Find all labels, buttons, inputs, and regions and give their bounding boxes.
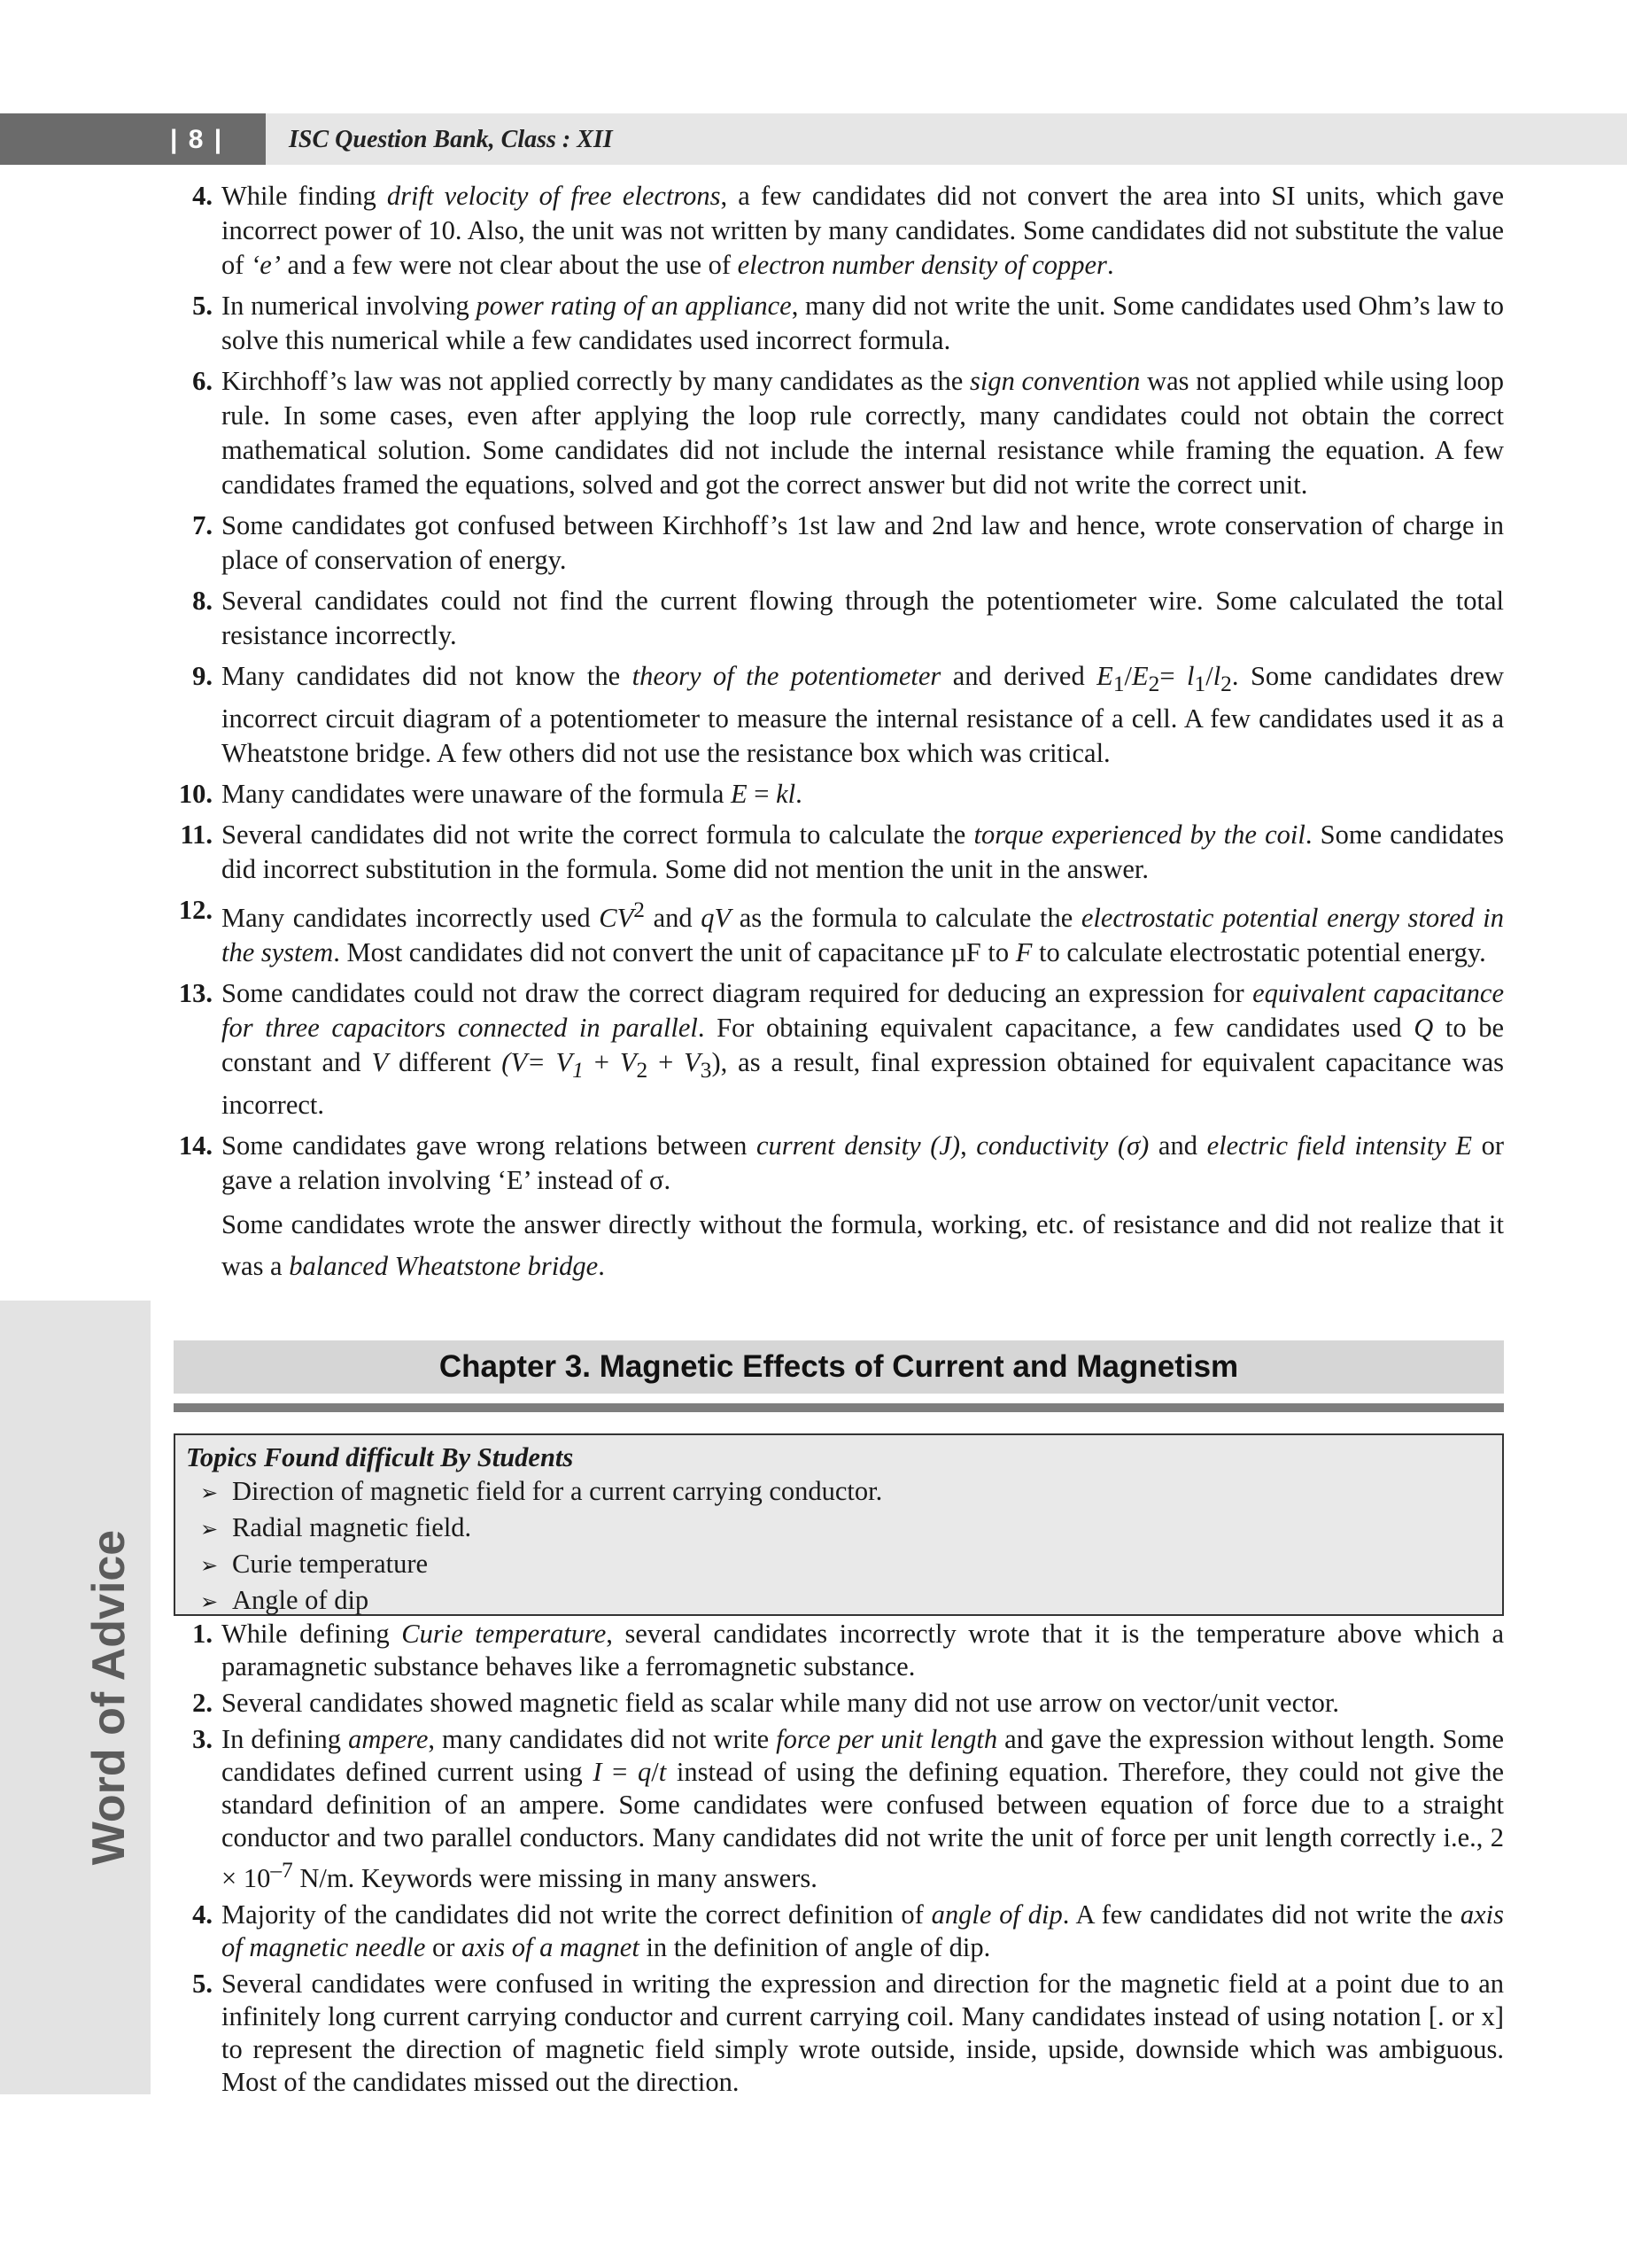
item-number: 14. xyxy=(178,1130,213,1161)
topic-text: Radial magnetic field. xyxy=(232,1512,472,1542)
topics-list xyxy=(200,1474,882,1619)
list-item xyxy=(174,1618,1504,1683)
advice-list-chapter-3 xyxy=(174,1618,1504,2102)
item-number: 8. xyxy=(192,586,213,616)
list-item xyxy=(174,289,1504,358)
item-number: 13. xyxy=(178,978,213,1009)
topics-title: Topics Found difficult By Students xyxy=(186,1442,574,1472)
item-text: Some candidates could not draw the correct diagram required for deducing an expression for equivalent capacitance for three capacitors connected in parallel. For obtaining equivalent capacitance, a few candidates used Q to be constant and V different $(V= V_1 + V_2 + V_3)$, as a result, final expression obtained for equivalent capacitance was incorrect. xyxy=(221,978,1505,1121)
topic-item xyxy=(200,1583,882,1619)
item-number: 10. xyxy=(178,779,213,810)
topic-item xyxy=(200,1547,882,1583)
page-number-tab xyxy=(0,113,266,165)
arrow-bullet-icon: ➢ xyxy=(200,1553,219,1578)
item-number: 3. xyxy=(192,1724,213,1754)
item-number: 5. xyxy=(192,1969,213,2000)
item-number: 4. xyxy=(192,1899,213,1930)
item-text: Some candidates gave wrong relations between current density (J), conductivity (σ) and electric field intensity E or gave a relation involving ‘E’ instead of σ. xyxy=(221,1130,1505,1196)
item-number: 12. xyxy=(178,895,213,926)
side-banner-label: Word of Advice xyxy=(83,1529,135,1866)
item-text: Many candidates were unaware of the formula E = kl. xyxy=(221,779,802,810)
item-text: Many candidates did not know the theory of the potentiometer and derived $E_1/E_2= l_1/l_2$. Some candidates drew incorrect circuit diagram of a potentiometer to measure the internal resistance of a cell. A few candidates used it as a Wheatstone bridge. A few others did not use the resistance box which was critical. xyxy=(221,661,1505,769)
item-number: 7. xyxy=(192,510,213,540)
list-item xyxy=(174,1968,1504,2099)
list-item xyxy=(174,179,1504,283)
topic-text: Direction of magnetic field for a current carrying conductor. xyxy=(232,1476,883,1506)
chapter-title: Chapter 3. Magnetic Effects of Current and Magnetism xyxy=(438,1349,1239,1384)
item-text: Majority of the candidates did not write the correct definition of angle of dip. A few candidates did not write the axis of magnetic needle or axis of a magnet in the definition of angle of dip. xyxy=(221,1899,1504,1963)
list-item xyxy=(174,818,1504,887)
item-text: While finding drift velocity of free electrons, a few candidates did not convert the area into SI units, which gave incorrect power of 10. Also, the unit was not written by many candidates. Some candidates did not substitute the value of ‘e’ and a few were not clear about the use of electron number density of copper. xyxy=(221,181,1505,280)
item-text: Many candidates incorrectly used $CV^2$ and qV as the formula to calculate the electrostatic potential energy stored in the system. Most candidates did not convert the unit of capacitance µF to F to calculate electrostatic potential energy. xyxy=(221,897,1504,968)
running-head-title: ISC Question Bank, Class : XII xyxy=(289,126,613,153)
chapter-rule xyxy=(174,1403,1504,1412)
list-item xyxy=(174,1687,1504,1720)
item-text: Kirchhoff’s law was not applied correctly by many candidates as the sign convention was not applied while using loop rule. In some cases, even after applying the loop rule correctly, many candidates could not obtain the correct mathematical solution. Some candidates did not include the internal resistance while framing the equation. A few candidates framed the equations, solved and got the correct answer but did not write the correct unit. xyxy=(221,366,1505,500)
list-item xyxy=(174,976,1504,1122)
list-item xyxy=(174,777,1504,812)
item-text: Several candidates could not find the current flowing through the potentiometer wire. Some calculated the total resistance incorrectly. xyxy=(221,586,1504,650)
item-number: 4. xyxy=(192,181,213,211)
arrow-bullet-icon: ➢ xyxy=(200,1517,219,1542)
item-text: In numerical involving power rating of an appliance, many did not write the unit. Some candidates used Ohm’s law to solve this numerical while a few candidates used incorrect formula. xyxy=(221,291,1504,355)
list-item xyxy=(174,1129,1504,1198)
topic-text: Angle of dip xyxy=(232,1585,369,1615)
list-item xyxy=(174,1723,1504,1895)
list-item xyxy=(174,364,1504,502)
list-item xyxy=(174,1899,1504,1964)
item-number: 2. xyxy=(192,1688,213,1718)
topic-text: Curie temperature xyxy=(232,1549,429,1579)
item-number: 1. xyxy=(192,1619,213,1649)
item-text: In defining ampere, many candidates did not write force per unit length and gave the expression without length. Some candidates defined current using I = q/t instead of using the defining equation. Therefore, they could not give the standard definition of an ampere. Some candidates were confused between equation of force due to a straight conductor and two parallel conductors. Many candidates did not write the unit of force per unit length correctly i.e., $2 \times 10^{-7}$ N/m. Keywords were missing in many answers. xyxy=(221,1724,1505,1894)
item-text: While defining Curie temperature, several candidates incorrectly wrote that it is the temperature above which a paramagnetic substance behaves like a ferromagnetic substance. xyxy=(221,1619,1504,1682)
arrow-bullet-icon: ➢ xyxy=(200,1589,219,1614)
item-text: Several candidates showed magnetic field as scalar while many did not use arrow on vector/unit vector. xyxy=(221,1688,1339,1718)
topics-box xyxy=(174,1433,1504,1616)
topic-item xyxy=(200,1474,882,1511)
item-text: Some candidates got confused between Kirchhoff’s 1st law and 2nd law and hence, wrote conservation of charge in place of conservation of energy. xyxy=(221,510,1504,575)
list-item xyxy=(174,659,1504,771)
list-item xyxy=(174,893,1504,970)
advice-list-chapter-2 xyxy=(174,179,1504,1287)
list-item xyxy=(174,509,1504,578)
item-number: 9. xyxy=(192,661,213,691)
list-item xyxy=(174,584,1504,653)
item-number: 5. xyxy=(192,291,213,321)
arrow-bullet-icon: ➢ xyxy=(200,1480,219,1505)
item-text: Several candidates did not write the correct formula to calculate the torque experienced by the coil. Some candidates did incorrect substitution in the formula. Some did not mention the unit in the answer. xyxy=(221,819,1504,885)
closing-paragraph: Some candidates wrote the answer directly without the formula, working, etc. of resistance and did not realize that it was a balanced Wheatstone bridge. xyxy=(221,1209,1504,1282)
item-number: 11. xyxy=(180,819,213,850)
item-text: Several candidates were confused in writing the expression and direction for the magnetic field at a point due to an infinitely long current carrying conductor and current carrying coil. Many candidates instead of using notation [. or x] to represent the direction of magnetic field simply wrote outside, inside, upside, downside which was ambiguous. Most of the candidates missed out the direction. xyxy=(221,1969,1504,2098)
page-number: | 8 | xyxy=(170,125,224,154)
topic-item xyxy=(200,1511,882,1547)
item-number: 6. xyxy=(192,366,213,396)
